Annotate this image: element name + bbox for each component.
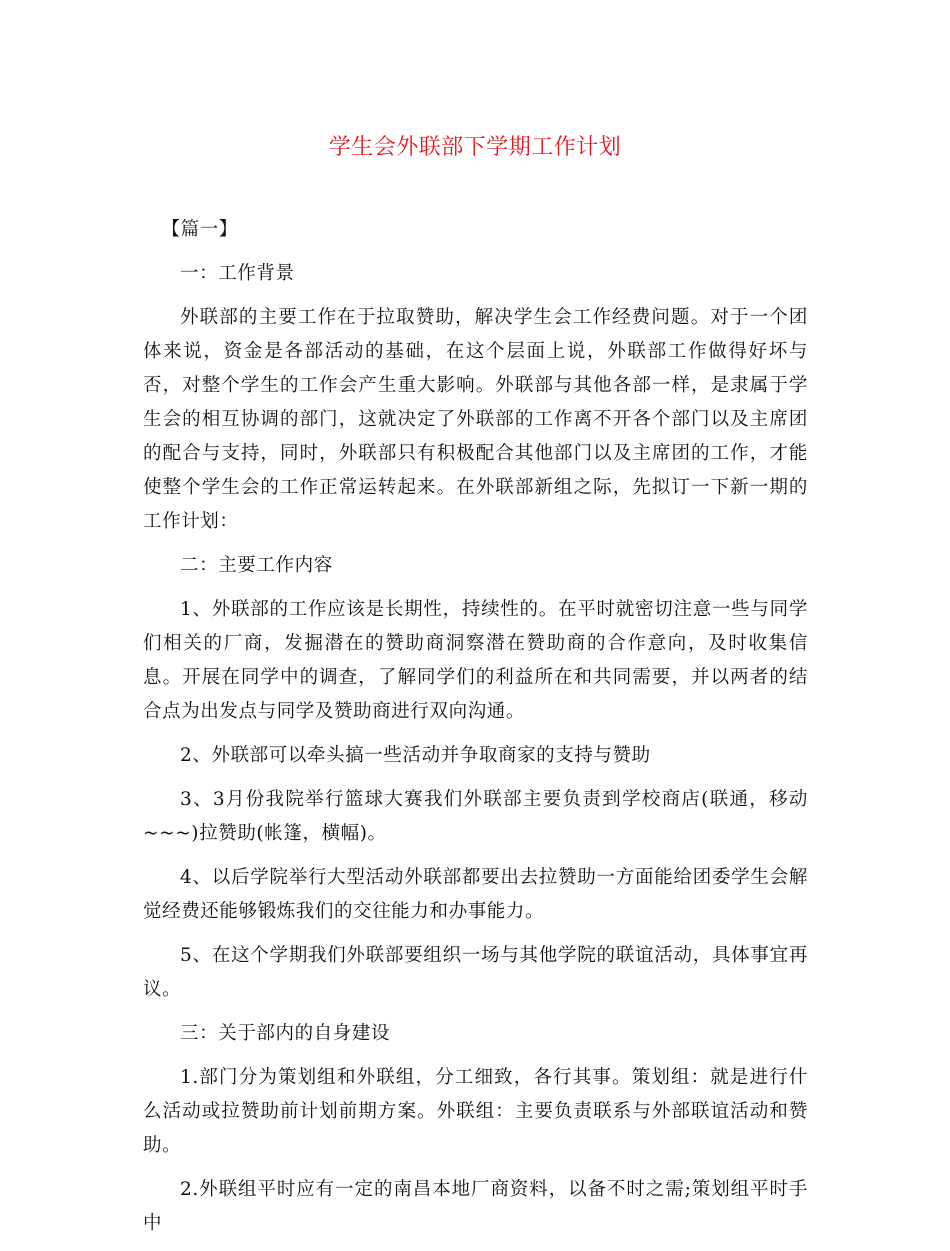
paragraph: 2、外联部可以牵头搞一些活动并争取商家的支持与赞助 [180, 745, 651, 766]
paragraph: 2.外联组平时应有一定的南昌本地厂商资料，以备不时之需;策划组平时手中 [143, 1179, 808, 1234]
document-body [143, 213, 808, 1251]
paragraph: 外联部的主要工作在于拉取赞助，解决学生会工作经费问题。对于一个团体来说，资金是各部活动的基础，在这个层面上说，外联部工作做得好坏与否，对整个学生的工作会产生重大影响。外联部与其他各部一样，是隶属于学生会的相互协调的部门，这就决定了外联部的工作离不开各个部门以及主席团的配合与支持，同时，外联部只有积极配合其他部门以及主席团的工作，才能使整个学生会的工作正常运转起来。在外联部新组之际，先拟订一下新一期的工作计划： [143, 307, 808, 532]
paragraph: 1.部门分为策划组和外联组，分工细致，各行其事。策划组：就是进行什么活动或拉赞助前计划前期方案。外联组：主要负责联系与外部联谊活动和赞助。 [143, 1067, 808, 1156]
document-title: 学生会外联部下学期工作计划 [328, 135, 622, 160]
section-marker: 【篇一】 [161, 219, 238, 240]
paragraph: 1、外联部的工作应该是长期性，持续性的。在平时就密切注意一些与同学们相关的厂商，发掘潜在的赞助商洞察潜在赞助商的合作意向，及时收集信息。开展在同学中的调查，了解同学们的利益所在和共同需要，并以两者的结合点为出发点与同学及赞助商进行双向沟通。 [143, 599, 808, 722]
paragraph: 3、3月份我院举行篮球大赛我们外联部主要负责到学校商店(联通，移动~~~)拉赞助(帐篷，横幅)。 [143, 789, 808, 844]
section-heading: 三：关于部内的自身建设 [180, 1023, 391, 1044]
paragraph: 5、在这个学期我们外联部要组织一场与其他学院的联谊活动，具体事宜再议。 [143, 945, 808, 1000]
section-heading: 二：主要工作内容 [180, 555, 333, 576]
paragraph: 4、以后学院举行大型活动外联部都要出去拉赞助一方面能给团委学生会解觉经费还能够锻炼我们的交往能力和办事能力。 [143, 867, 808, 922]
section-heading: 一：工作背景 [180, 263, 295, 284]
